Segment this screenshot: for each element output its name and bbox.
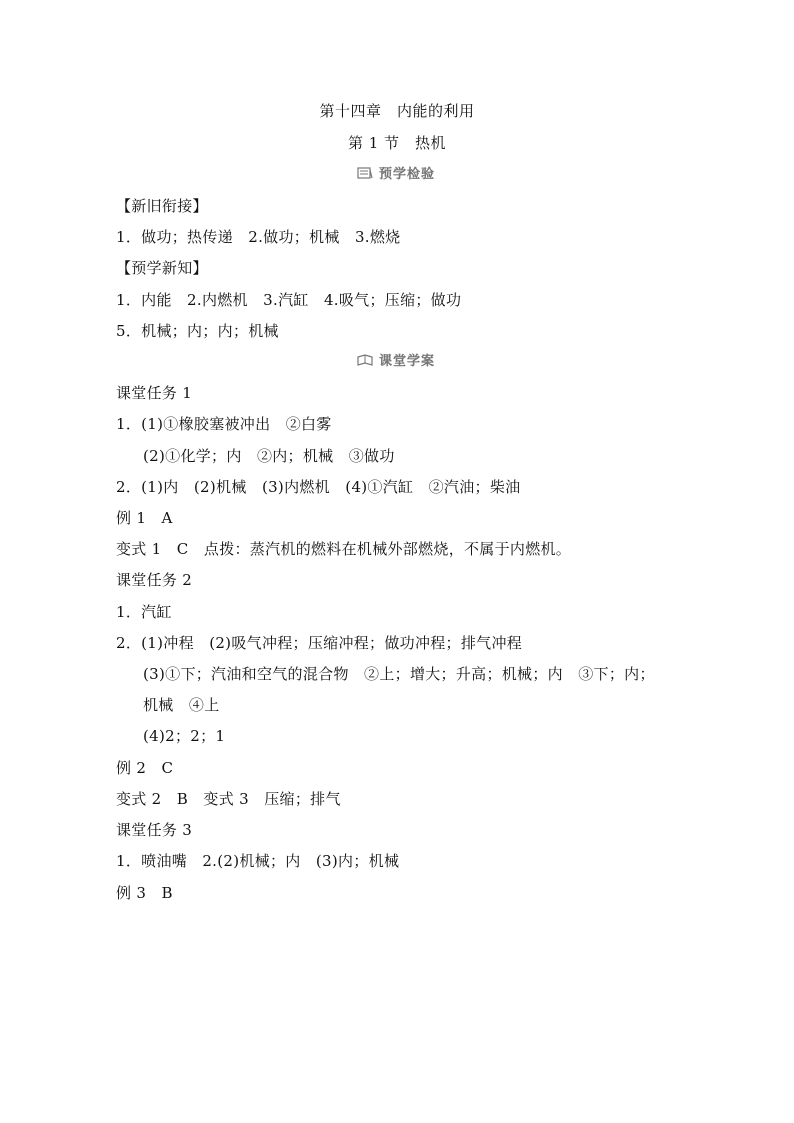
task-heading: 课堂任务 2 [116, 571, 193, 589]
task-heading: 课堂任务 3 [116, 821, 193, 839]
answer-line: 1．内能 2.内燃机 3.汽缸 4.吸气；压缩；做功 [116, 291, 462, 309]
answer-line: 1．汽缸 [116, 603, 172, 621]
task-heading: 课堂任务 1 [116, 384, 193, 402]
answer-line: (2)①化学；内 ②内；机械 ③做功 [143, 447, 395, 465]
answer-line: 2．(1)内 (2)机械 (3)内燃机 (4)①汽缸 ②汽油；柴油 [116, 478, 521, 496]
variant-line: 变式 1 C 点拨：蒸汽机的燃料在机械外部燃烧，不属于内燃机。 [116, 540, 572, 558]
heading-new-old: 【新旧衔接】 [116, 197, 208, 215]
classroom-banner [0, 350, 794, 370]
example-line: 例 2 C [116, 759, 174, 777]
chapter-title: 第十四章 内能的利用 [319, 102, 475, 120]
answer-line: 2．(1)冲程 (2)吸气冲程；压缩冲程；做功冲程；排气冲程 [116, 634, 523, 652]
answer-line: (4)2；2；1 [143, 727, 226, 745]
section-title: 第 1 节 热机 [347, 134, 447, 152]
answer-line: 1．做功；热传递 2.做功；机械 3.燃烧 [116, 228, 401, 246]
answer-line: 1．(1)①橡胶塞被冲出 ②白雾 [116, 415, 332, 433]
classroom-banner-label: 课堂学案 [377, 350, 437, 369]
heading-preview-new: 【预学新知】 [116, 259, 208, 277]
answer-line: (3)①下；汽油和空气的混合物 ②上；增大；升高；机械；内 ③下；内； [143, 665, 655, 683]
preview-banner [0, 163, 794, 183]
example-line: 例 3 B [116, 884, 173, 902]
variant-line: 变式 2 B 变式 3 压缩；排气 [116, 790, 341, 808]
answer-line: 机械 ④上 [143, 696, 220, 714]
answer-line: 5．机械；内；内；机械 [116, 322, 279, 340]
notebook-icon [357, 166, 373, 180]
example-line: 例 1 A [116, 509, 173, 527]
answer-line: 1．喷油嘴 2.(2)机械；内 (3)内；机械 [116, 852, 400, 870]
preview-banner-label: 预学检验 [377, 163, 437, 182]
book-icon [357, 353, 373, 367]
